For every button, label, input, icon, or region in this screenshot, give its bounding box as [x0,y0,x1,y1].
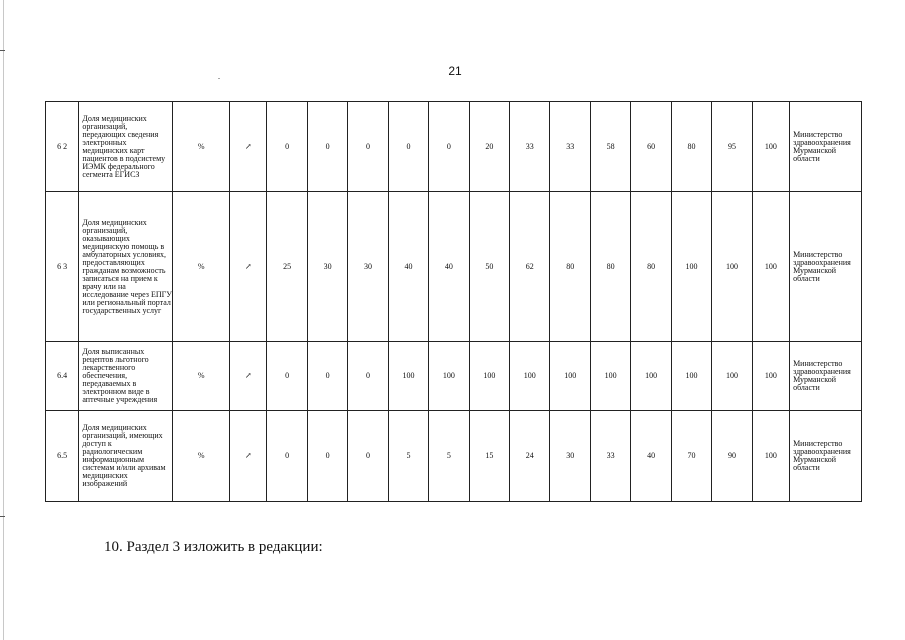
value-cell: 80 [671,102,711,192]
value-cell: 62 [510,192,550,342]
value-cell: 100 [712,342,752,411]
page-edge-line [3,0,4,640]
indicator-name-cell: Доля выписанных рецептов льготного лекарственного обеспечения, передаваемых в электронном виде в аптечные учреждения [79,342,173,411]
indicator-name-cell: Доля медицинских организаций, передающих сведения электронных медицинских карт пациентов в подсистему ИЭМК федерального сегмента ЕГИСЗ [79,102,173,192]
edge-tick [0,50,5,51]
row-number-cell: 6.5 [46,411,79,502]
unit-cell: % [173,411,230,502]
responsible-cell: Министерство здравоохранения Мурманской области [790,342,862,411]
table-row [46,411,862,502]
page-number: 21 [448,64,462,78]
trend-arrow-icon: ↗ [230,102,267,192]
value-cell: 30 [550,411,590,502]
value-cell: 100 [712,192,752,342]
value-cell: 100 [550,342,590,411]
value-cell: 60 [631,102,671,192]
value-cell: 30 [348,192,388,342]
row-number-cell: 6 3 [46,192,79,342]
value-cell: 90 [712,411,752,502]
value-cell: 0 [267,102,307,192]
value-cell: 33 [590,411,630,502]
indicator-name-cell: Доля медицинских организаций, оказывающих медицинскую помощь в амбулаторных условиях, предоставляющих гражданам возможность записаться на прием к врачу или на исследование через ЕПГУ или региональный портал государственных услуг [79,192,173,342]
value-cell: 80 [631,192,671,342]
value-cell: 100 [469,342,509,411]
value-cell: 0 [429,102,469,192]
value-cell: 58 [590,102,630,192]
value-cell: 24 [510,411,550,502]
responsible-cell: Министерство здравоохранения Мурманской области [790,192,862,342]
unit-cell: % [173,342,230,411]
value-cell: 0 [267,411,307,502]
value-cell: 70 [671,411,711,502]
value-cell: 0 [388,102,428,192]
row-number-cell: 6 2 [46,102,79,192]
unit-cell: % [173,102,230,192]
row-number-cell: 6.4 [46,342,79,411]
value-cell: 33 [550,102,590,192]
value-cell: 40 [429,192,469,342]
value-cell: 0 [307,411,347,502]
value-cell: 50 [469,192,509,342]
value-cell: 0 [307,102,347,192]
responsible-cell: Министерство здравоохранения Мурманской области [790,411,862,502]
table-row [46,342,862,411]
value-cell: 30 [307,192,347,342]
unit-cell: % [173,192,230,342]
value-cell: 0 [307,342,347,411]
value-cell: 100 [752,411,789,502]
value-cell: 40 [631,411,671,502]
table-row [46,192,862,342]
value-cell: 100 [671,342,711,411]
value-cell: 25 [267,192,307,342]
trend-arrow-icon: ↗ [230,192,267,342]
value-cell: 100 [429,342,469,411]
value-cell: 0 [348,342,388,411]
value-cell: 100 [631,342,671,411]
value-cell: 33 [510,102,550,192]
value-cell: 0 [267,342,307,411]
value-cell: 40 [388,192,428,342]
value-cell: 5 [388,411,428,502]
value-cell: 15 [469,411,509,502]
value-cell: 80 [550,192,590,342]
trend-arrow-icon: ↗ [230,411,267,502]
value-cell: 5 [429,411,469,502]
section-instruction: 10. Раздел 3 изложить в редакции: [104,539,323,555]
indicator-name-cell: Доля медицинских организаций, имеющих доступ к радиологическим информационным системам и/или архивам медицинских изображений [79,411,173,502]
value-cell: 80 [590,192,630,342]
indicator-table [45,101,862,502]
value-cell: 100 [671,192,711,342]
value-cell: 100 [590,342,630,411]
value-cell: 0 [348,102,388,192]
value-cell: 100 [510,342,550,411]
edge-tick [0,516,5,517]
table-row [46,102,862,192]
value-cell: 100 [752,192,789,342]
stray-mark: . [218,72,220,81]
responsible-cell: Министерство здравоохранения Мурманской области [790,102,862,192]
trend-arrow-icon: ↗ [230,342,267,411]
value-cell: 100 [388,342,428,411]
value-cell: 100 [752,102,789,192]
value-cell: 20 [469,102,509,192]
value-cell: 95 [712,102,752,192]
value-cell: 100 [752,342,789,411]
value-cell: 0 [348,411,388,502]
